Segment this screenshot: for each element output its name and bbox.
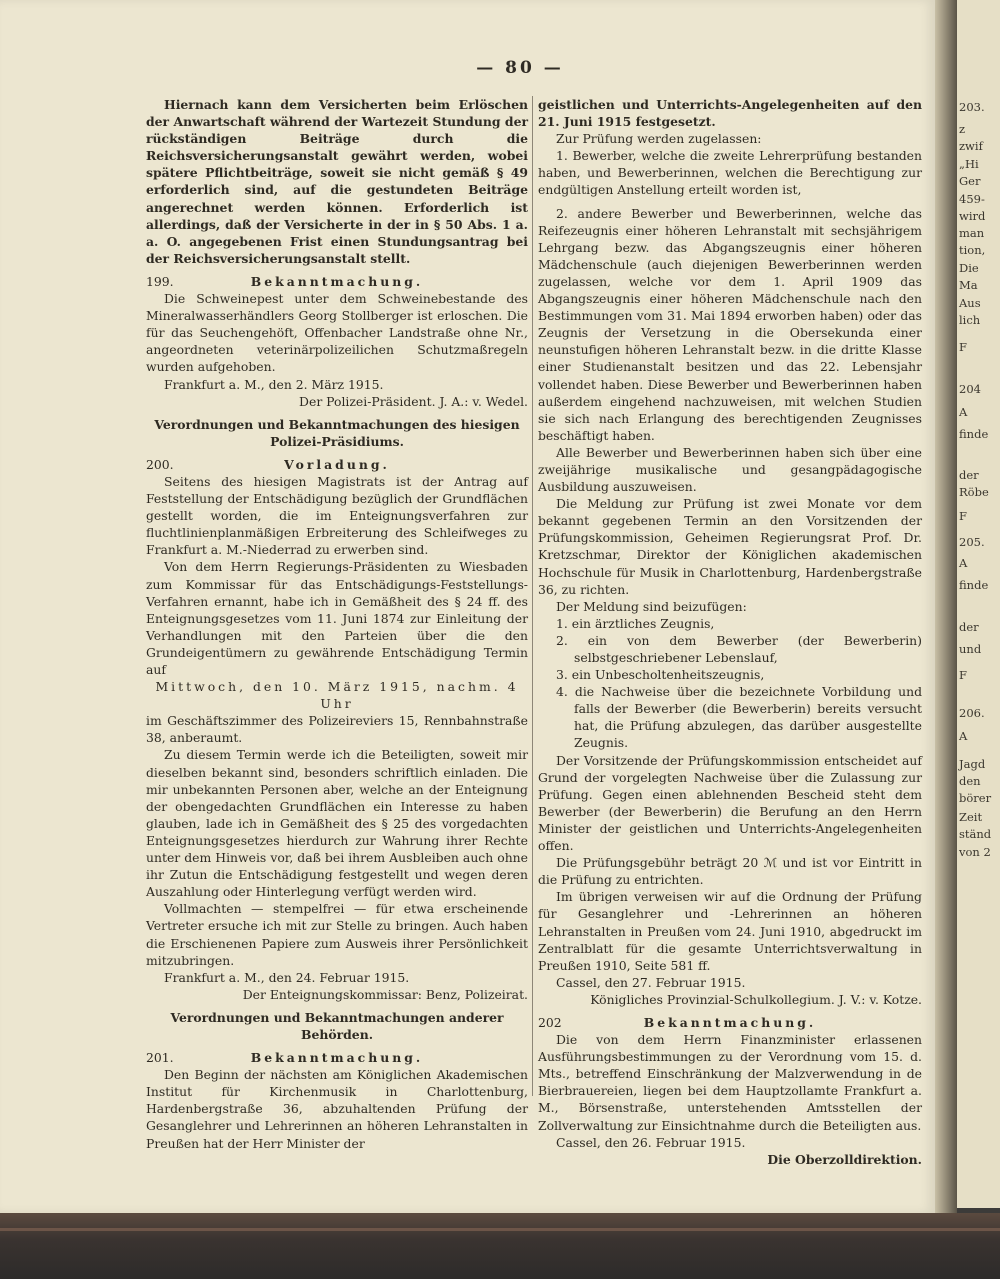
- item-title: Bekanntmachung.: [643, 1014, 817, 1030]
- item-number: 199.: [146, 273, 174, 289]
- attachment-list-4: 4. die Nachweise über die bezeichnete Vorbildung und falls der Bewerber (die Bewerberin) bereits versucht hat, die Prüfung abzulegen, das darüber ausgestellte Zeugnis.: [556, 684, 922, 751]
- attachment-list-1: 1. ein ärztliches Zeugnis,: [556, 615, 715, 631]
- adjacent-page-fragment: finde: [959, 578, 989, 592]
- item-title: Vorladung.: [284, 456, 390, 472]
- paragraph-meldung: Die Meldung zur Prüfung ist zwei Monate vor dem bekannt gegebenen Termin an den Vorsitzenden der Prüfungskommission, Geheimen Regierungsrat Prof. Dr. Kretzschmar, Direktor der Königlichen akademischen Hochschule für Musik in Charlottenburg, Hardenbergstraße 36, zu richten.: [538, 496, 922, 597]
- paragraph-alle: Alle Bewerber und Bewerberinnen haben sich über eine zweijährige musikalische und gesangpädagogische Ausbildung auszuweisen.: [538, 444, 922, 495]
- paragraph-201: Den Beginn der nächsten am Königlichen Akademischen Institut für Kirchenmusik in Charlottenburg, Hardenbergstraße 36, abzuhaltenden Prüfung der Gesanglehrer und Lehrerinnen an höheren Lehranstalten in Preußen hat der Herr Minister der: [146, 1067, 528, 1151]
- signature-201: Königliches Provinzial-Schulkollegium. J. V.: v. Kotze.: [590, 991, 922, 1007]
- adjacent-page-fragment: A: [959, 405, 968, 419]
- cover-edge-line: [0, 1228, 1000, 1231]
- section-heading-police: Verordnungen und Bekanntmachungen des hiesigen Polizei-Präsidiums.: [154, 416, 520, 449]
- paragraph-200b: Von dem Herrn Regierungs-Präsidenten zu Wiesbaden zum Kommissar für das Entschädigungs-Feststellungs-Verfahren ernannt, habe ich in Gemäßheit des § 24 ff. des Enteignungsgesetzes vom 11. Juni 1874 zur Einleitung der Verhandlungen mit den Parteien über die den Grundeigentümern zu gewährende Entschädigung Termin auf: [146, 559, 528, 677]
- list-item-1-bewerber: 1. Bewerber, welche die zweite Lehrerprüfung bestanden haben, und Bewerberinnen, welchen die Berechtigung zur endgültigen Anstellung erteilt worden ist,: [538, 148, 922, 198]
- item-199-heading: [146, 273, 528, 290]
- date-200: Frankfurt a. M., den 24. Februar 1915.: [164, 969, 410, 985]
- adjacent-page-fragment: Ger: [959, 174, 981, 188]
- right-column: [538, 96, 922, 1168]
- adjacent-page-fragment: der: [959, 468, 979, 482]
- signature-200: Der Enteignungskommissar: Benz, Polizeirat.: [242, 986, 528, 1002]
- paragraph-intro: Hiernach kann dem Versicherten beim Erlöschen der Anwartschaft während der Wartezeit Stundung der rückständigen Beiträge durch die Reichsversicherungsanstalt gewährt werden, wobei spätere Pflichtbeiträge, soweit sie nicht gemäß § 49 erforderlich sind, auf die gestundeten Beiträge angerechnet werden können. Erforderlich ist allerdings, daß der Versicherte in der in § 50 Abs. 1 a. a. O. angegebenen Frist einen Stundungsantrag bei der Reichsversicherungsanstalt stellt.: [146, 97, 528, 266]
- signature-199: Der Polizei-Präsident. J. A.: v. Wedel.: [299, 393, 528, 409]
- item-title: Bekanntmachung.: [250, 273, 424, 289]
- date-201: Cassel, den 27. Februar 1915.: [556, 974, 746, 990]
- item-number: 202: [538, 1014, 562, 1030]
- adjacent-page-fragment: finde: [959, 427, 989, 441]
- item-number: 200.: [146, 456, 174, 472]
- column-divider: [532, 96, 533, 1096]
- paragraph-zur-pruefung: Zur Prüfung werden zugelassen:: [556, 131, 762, 147]
- adjacent-page-fragment: wird: [959, 209, 986, 223]
- adjacent-page-fragment: 205.: [959, 535, 985, 549]
- paragraph-gebuehr: Die Prüfungsgebühr beträgt 20 ℳ und ist vor Eintritt in die Prüfung zu entrichten.: [538, 855, 922, 888]
- adjacent-page-fragment: von 2: [959, 845, 991, 859]
- adjacent-page-fragment: börer: [959, 791, 992, 805]
- adjacent-page-fragment: man: [959, 226, 985, 240]
- signature-202: Die Oberzolldirektion.: [767, 1151, 922, 1167]
- section-heading-other: Verordnungen und Bekanntmachungen anderer Behörden.: [170, 1009, 504, 1042]
- paragraph-200f: Vollmachten — stempelfrei — für etwa erscheinende Vertreter ersuche ich mit zur Stelle zu bringen. Auch haben die Erschienenen Papiere zum Ausweis ihrer Persönlichkeit mitzubringen.: [146, 901, 528, 968]
- item-number: 201.: [146, 1050, 174, 1066]
- attachment-list-2: 2. ein von dem Bewerber (der Bewerberin) selbstgeschriebener Lebenslauf,: [556, 632, 922, 665]
- paragraph-200a: Seitens des hiesigen Magistrats ist der Antrag auf Feststellung der Entschädigung bezüglich der Grundflächen gestellt worden, die im Enteignungsverfahren zur fluchtlinienplanmäßigen Erbreiterung des Schleifweges zu Frankfurt a. M.-Niederrad zu erwerben sind.: [146, 473, 528, 558]
- paragraph-200c: Mittwoch, den 10. März 1915, nachm. 4 Uhr: [155, 679, 519, 712]
- item-200-heading: [146, 456, 528, 473]
- adjacent-page-fragment: Ma: [959, 278, 978, 292]
- adjacent-page-fragment: 459-: [959, 192, 985, 206]
- attachment-list-3: 3. ein Unbescholtenheitszeugnis,: [556, 667, 765, 683]
- adjacent-page-fragment: F: [959, 340, 967, 354]
- adjacent-page-fragment: F: [959, 509, 967, 523]
- paragraph-200e: Zu diesem Termin werde ich die Beteiligten, soweit mir dieselben bekannt sind, besonders schriftlich einladen. Die mir unbekannten Personen aber, welche an der Enteignung der obengedachten Grundflächen ein Interesse zu haben glauben, lade ich in Gemäßheit des § 25 des vorgedachten Enteignungsgesetzes hierdurch zur Wahrung ihrer Rechte unter dem Hinweis vor, daß bei ihrem Ausbleiben auch ohne ihr Zutun die Entschädigung festgestellt und wegen deren Auszahlung oder Hinterlegung verfügt werden wird.: [146, 747, 528, 900]
- left-column: [146, 96, 528, 1152]
- adjacent-page-fragment: 203.: [959, 100, 985, 114]
- adjacent-page-fragment: lich: [959, 313, 981, 327]
- book-cover-edge: [0, 1213, 1000, 1279]
- adjacent-page-fragment: A: [959, 729, 968, 743]
- item-title: Bekanntmachung.: [250, 1050, 424, 1066]
- adjacent-page-fragment: „Hi: [959, 157, 979, 171]
- adjacent-page-fragment: Zeit: [959, 810, 983, 824]
- adjacent-page-fragment: Jagd: [959, 757, 986, 771]
- paragraph-202: Die von dem Herrn Finanzminister erlassenen Ausführungsbestimmungen zu der Verordnung vom 15. d. Mts., betreffend Einschränkung der Malzverwendung in de Bierbrauereien, liegen bei dem Hauptzollamte Frankfurt a. M., Börsenstraße, unterstehenden Amtsstellen der Zollverwaltung zur Einsichtnahme durch die Beteiligten aus.: [538, 1032, 922, 1133]
- item-201-heading: [146, 1049, 528, 1066]
- adjacent-page-fragment: der: [959, 620, 979, 634]
- adjacent-page-fragment: Aus: [959, 296, 981, 310]
- adjacent-page-fragment: Röbe: [959, 485, 989, 499]
- item-202-heading: [538, 1014, 922, 1031]
- paragraph-continuation: geistlichen und Unterrichts-Angelegenheiten auf den 21. Juni 1915 festgesetzt.: [538, 97, 922, 130]
- paragraph-199: Die Schweinepest unter dem Schweinebestande des Mineralwasserhändlers Georg Stollberger ist erloschen. Die für das Seuchengehöft, Offenbacher Landstraße ohne Nr., angeordneten veterinärpolizeilichen Schutzmaßregeln wurden aufgehoben.: [146, 291, 528, 375]
- page-number: — 80 —: [476, 58, 564, 78]
- adjacent-page-fragment: 204: [959, 382, 981, 396]
- paragraph-uebrigen: Im übrigen verweisen wir auf die Ordnung der Prüfung für Gesanglehrer und -Lehrerinnen an höheren Lehranstalten in Preußen vom 24. Juni 1910, abgedruckt im Zentralblatt für die gesamte Unterrichtsverwaltung in Preußen 1910, Seite 581 ff.: [538, 889, 922, 973]
- list-item-2-andere: 2. andere Bewerber und Bewerberinnen, welche das Reifezeugnis einer höheren Lehranstalt mit sechsjährigem Lehrgang bezw. das Abgangszeugnis einer höheren Mädchenschule (auch diejenigen Bewerberinnen werden zugelassen, welche vor dem 1. April 1909 das Abgangszeugnis einer höheren Mädchenschule nach den Bestimmungen vom 31. Mai 1894 erworben haben) oder das Zeugnis der Versetzung in die Obersekunda einer neunstufigen höheren Lehranstalt bezw. in die dritte Klasse einer Studienanstalt besitzen und das 22. Lebensjahr vollendet haben. Diese Bewerber und Bewerberinnen haben außerdem eingehend nachzuweisen, mit welchen Studien sie sich nach Erlangung des berechtigenden Zeugnisses beschäftigt haben.: [538, 205, 922, 443]
- adjacent-page-fragment: 206.: [959, 706, 985, 720]
- book-spine: [935, 0, 957, 1213]
- adjacent-page-fragment: z: [959, 122, 966, 136]
- adjacent-page-fragment: zwif: [959, 139, 983, 153]
- adjacent-page-fragment: tion,: [959, 243, 986, 257]
- adjacent-page-fragment: den: [959, 774, 981, 788]
- adjacent-page-edge: [957, 0, 1000, 1208]
- date-199: Frankfurt a. M., den 2. März 1915.: [164, 376, 384, 392]
- adjacent-page-fragment: ständ: [959, 827, 992, 841]
- adjacent-page-fragment: A: [959, 556, 968, 570]
- adjacent-page-fragment: und: [959, 642, 982, 656]
- adjacent-page-fragment: F: [959, 668, 967, 682]
- paragraph-vorsitzende: Der Vorsitzende der Prüfungskommission entscheidet auf Grund der vorgelegten Nachweise über die Zulassung zur Prüfung. Gegen einen ablehnenden Bescheid steht dem Bewerber (der Bewerberin) die Berufung an den Herrn Minister der geistlichen und Unterrichts-Angelegenheiten offen.: [538, 752, 922, 854]
- date-202: Cassel, den 26. Februar 1915.: [556, 1134, 746, 1150]
- paragraph-beizufuegen: Der Meldung sind beizufügen:: [556, 598, 747, 614]
- adjacent-page-fragment: Die: [959, 261, 979, 275]
- paragraph-200d: im Geschäftszimmer des Polizeireviers 15, Rennbahnstraße 38, anberaumt.: [146, 713, 528, 746]
